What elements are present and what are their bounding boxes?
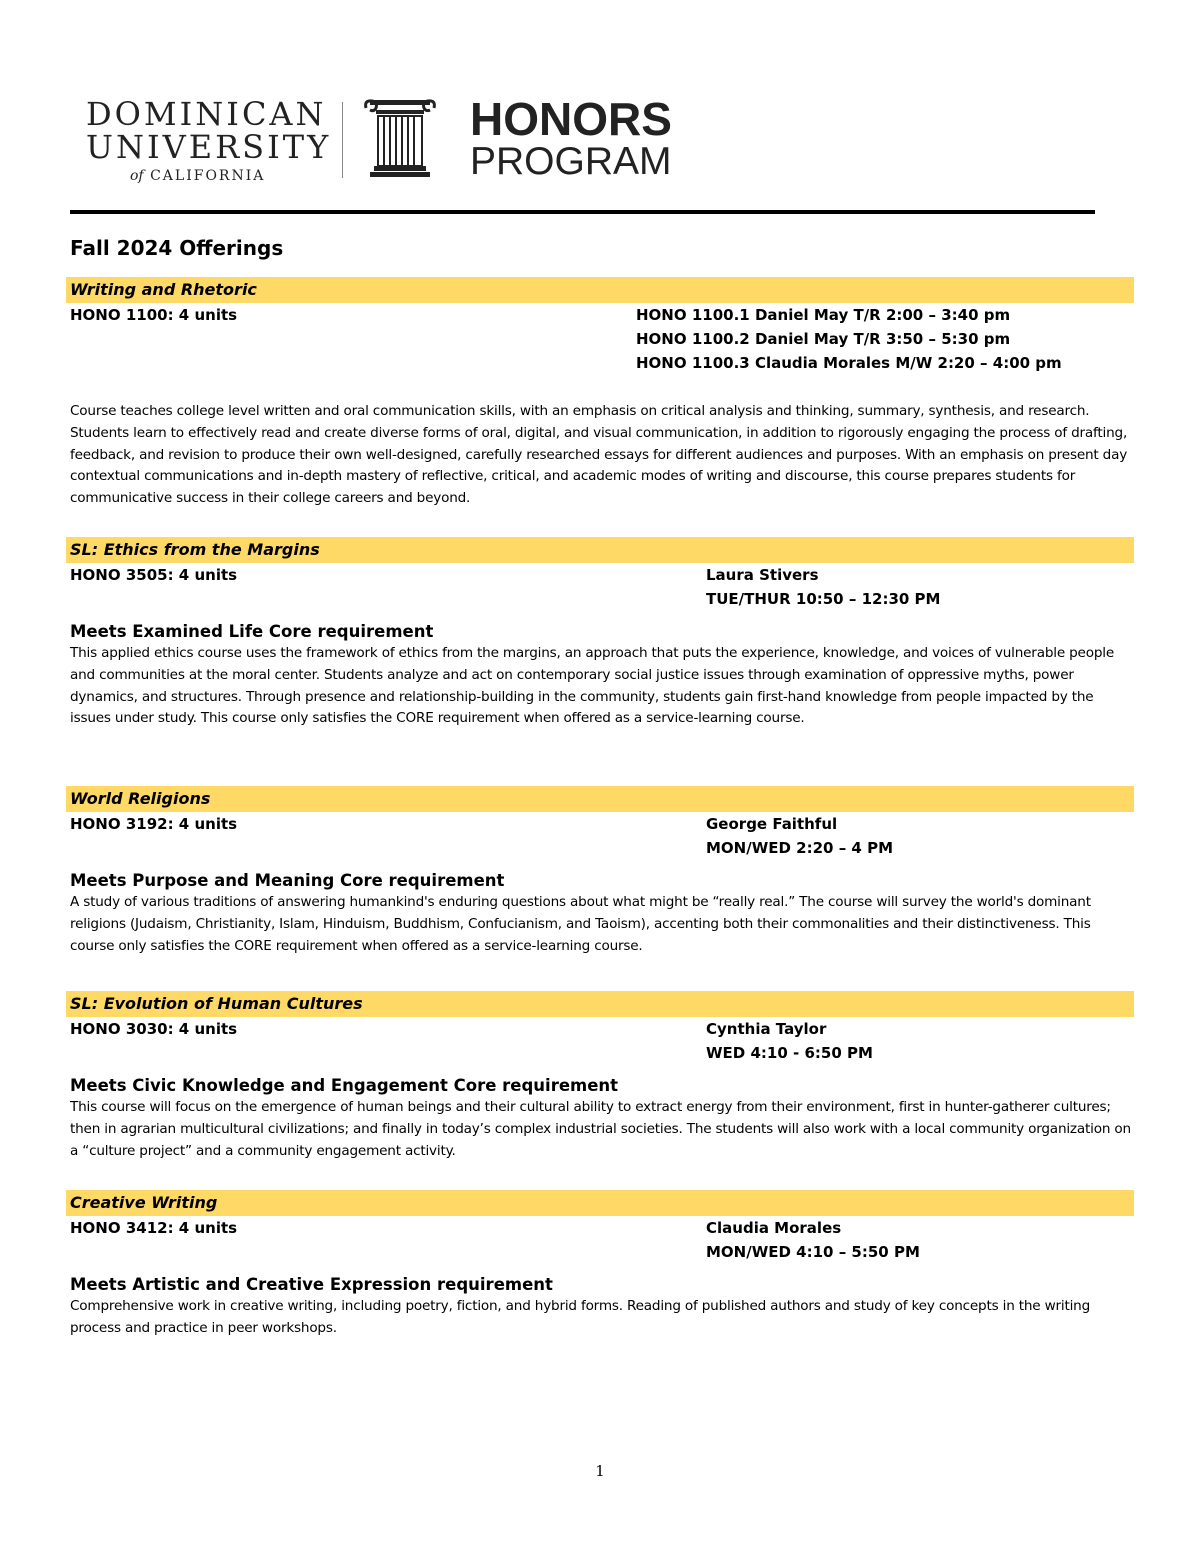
university-wordmark bbox=[86, 95, 332, 184]
course-description: Comprehensive work in creative writing, including poetry, fiction, and hybrid forms. Reading of published authors and study of key concepts in the writing process and practice in peer workshops. bbox=[70, 1298, 1091, 1336]
course-schedule-row bbox=[66, 836, 1134, 860]
course-description: A study of various traditions of answering humankind's enduring questions about what might be “really real.” The course will survey the world's dominant religions (Judaism, Christianity, Islam, Hinduism, Buddhism, Confucianism, and Taoism), accenting both their commonalities and their distinctiveness. This course only satisfies the CORE requirement when offered as a service-learning course. bbox=[70, 894, 1091, 954]
page-title: Fall 2024 Offerings bbox=[70, 236, 284, 260]
university-line-3 bbox=[86, 169, 331, 183]
course-code: HONO 3030: 4 units bbox=[70, 1020, 238, 1038]
course-description: This applied ethics course uses the framework of ethics from the margins, an approach that puts the experience, knowledge, and voices of vulnerable people and communities at the moral center. Students analyze and act on contemporary social justice issues through examination of oppressive myths, power dynamics, and structures. Through presence and relationship-building in the community, students gain first-hand knowledge from people impacted by the issues under study. This course only satisfies the CORE requirement when offered as a service-learning course. bbox=[70, 645, 1114, 727]
logo-divider bbox=[342, 102, 343, 178]
course-heading: Writing and Rhetoric bbox=[66, 277, 1134, 303]
course-code: HONO 3192: 4 units bbox=[70, 815, 238, 833]
course-instructor: Cynthia Taylor bbox=[706, 1020, 827, 1038]
course-section-line: HONO 1100.3 Claudia Morales M/W 2:20 – 4:00 pm bbox=[636, 354, 1062, 372]
course-code: HONO 3412: 4 units bbox=[70, 1219, 238, 1237]
course-section-creative-writing bbox=[66, 1190, 1134, 1340]
honors-label: HONORS bbox=[470, 93, 672, 145]
course-section-writing-rhetoric bbox=[66, 277, 1134, 510]
course-section-ethics-margins bbox=[66, 537, 1134, 730]
course-info-row bbox=[66, 812, 1134, 836]
course-section-line: HONO 1100.1 Daniel May T/R 2:00 – 3:40 pm bbox=[636, 306, 1011, 324]
course-info-row bbox=[66, 563, 1134, 587]
course-info-row bbox=[66, 303, 1134, 375]
course-description: Course teaches college level written and oral communication skills, with an emphasis on critical analysis and thinking, summary, synthesis, and research. Students learn to effectively read and create diverse forms of oral, digital, and visual communication, in addition to rigorously engaging the process of drafting, feedback, and revision to produce their own well-designed, carefully researched essays for different audiences and purposes. With an emphasis on present day contextual communications and in-depth mastery of reflective, critical, and academic modes of writing and discourse, this course prepares students for communicative success in their college careers and beyond. bbox=[70, 403, 1128, 507]
program-label: PROGRAM bbox=[470, 140, 672, 183]
course-heading: Creative Writing bbox=[66, 1190, 1134, 1216]
university-line-2: UNIVERSITY bbox=[86, 128, 332, 166]
university-california: CALIFORNIA bbox=[150, 168, 266, 184]
course-schedule-row bbox=[66, 587, 1134, 611]
course-section-line: HONO 1100.2 Daniel May T/R 3:50 – 5:30 pm bbox=[636, 330, 1011, 348]
course-instructor: George Faithful bbox=[706, 815, 838, 833]
course-section-human-cultures bbox=[66, 991, 1134, 1162]
course-requirement: Meets Artistic and Creative Expression requirement bbox=[70, 1275, 553, 1294]
course-description: This course will focus on the emergence of human beings and their cultural ability to extract energy from their environment, first in hunter-gatherer cultures; then in agrarian multicultural civilizations; and finally in today’s complex industrial societies. The students will also work with a local community organization on a “culture project” and a community engagement activity. bbox=[70, 1099, 1131, 1159]
header-logo bbox=[86, 93, 706, 184]
page-number: 1 bbox=[595, 1462, 605, 1480]
course-schedule: TUE/THUR 10:50 – 12:30 PM bbox=[706, 590, 941, 608]
ionic-column-icon bbox=[362, 98, 438, 178]
header-rule bbox=[70, 210, 1095, 214]
course-instructor: Claudia Morales bbox=[706, 1219, 842, 1237]
course-heading: World Religions bbox=[66, 786, 1134, 812]
course-schedule: WED 4:10 - 6:50 PM bbox=[706, 1044, 873, 1062]
university-line-1: DOMINICAN bbox=[86, 95, 327, 133]
course-requirement: Meets Purpose and Meaning Core requirement bbox=[70, 871, 505, 890]
course-code: HONO 3505: 4 units bbox=[70, 566, 238, 584]
course-info-row bbox=[66, 1216, 1134, 1240]
course-schedule-row bbox=[66, 1240, 1134, 1264]
course-section-world-religions bbox=[66, 786, 1134, 957]
course-requirement: Meets Civic Knowledge and Engagement Core requirement bbox=[70, 1076, 619, 1095]
course-info-row bbox=[66, 1017, 1134, 1041]
course-heading: SL: Ethics from the Margins bbox=[66, 537, 1134, 563]
course-schedule: MON/WED 4:10 – 5:50 PM bbox=[706, 1243, 920, 1261]
course-code: HONO 1100: 4 units bbox=[70, 306, 238, 324]
course-schedule-row bbox=[66, 1041, 1134, 1065]
course-heading: SL: Evolution of Human Cultures bbox=[66, 991, 1134, 1017]
course-schedule: MON/WED 2:20 – 4 PM bbox=[706, 839, 894, 857]
course-requirement: Meets Examined Life Core requirement bbox=[70, 622, 434, 641]
course-instructor: Laura Stivers bbox=[706, 566, 819, 584]
university-of: of bbox=[130, 168, 144, 184]
